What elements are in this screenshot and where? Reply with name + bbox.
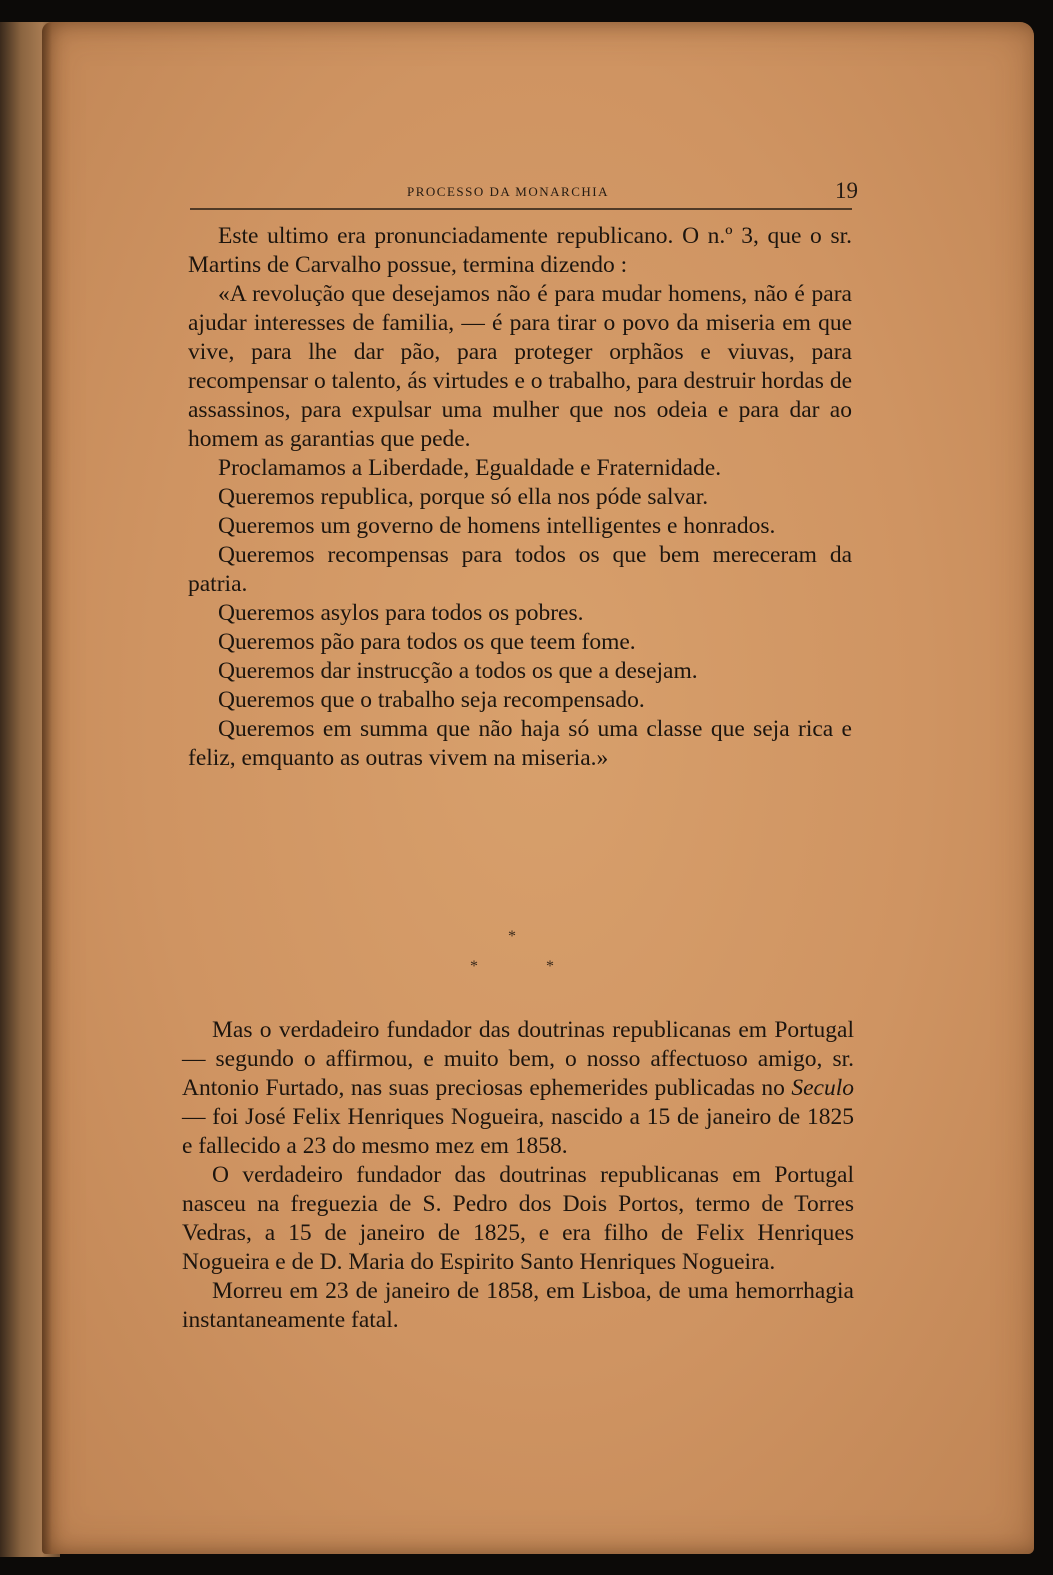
paragraph: Este ultimo era pronunciadamente republicano. O n.º 3, que o sr. Martins de Carvalho possue, termina dizendo : bbox=[188, 223, 852, 278]
paragraph: Queremos um governo de homens intelligentes e honrados. bbox=[218, 513, 776, 539]
section-separator bbox=[188, 922, 852, 982]
paragraph: Queremos republica, porque só ella nos póde salvar. bbox=[218, 484, 709, 510]
main-text-block bbox=[188, 222, 852, 773]
paragraph-text: — foi José Felix Henriques Nogueira, nascido a 15 de janeiro de 1825 e fallecido a 23 do mesmo mez em 1858. bbox=[182, 1104, 854, 1159]
newspaper-title: Seculo bbox=[791, 1075, 854, 1101]
paragraph: Queremos recompensas para todos os que bem mereceram da patria. bbox=[188, 542, 852, 597]
asterism-star: * bbox=[546, 958, 554, 975]
page-number: 19 bbox=[835, 178, 858, 203]
book-page bbox=[42, 22, 1034, 1554]
paragraph: Proclamamos a Liberdade, Egualdade e Fraternidade. bbox=[218, 455, 722, 481]
second-text-block bbox=[182, 1016, 854, 1335]
paragraph: Queremos em summa que não haja só uma classe que seja rica e feliz, emquanto as outras vivem na miseria.» bbox=[188, 716, 852, 771]
asterism-star: * bbox=[508, 928, 516, 945]
header-rule bbox=[190, 208, 852, 210]
paragraph: Queremos asylos para todos os pobres. bbox=[218, 600, 584, 626]
paragraph: O verdadeiro fundador das doutrinas republicanas em Portugal nasceu na freguezia de S. Pedro dos Dois Portos, termo de Torres Vedras, a 15 de janeiro de 1825, e era filho de Felix Henriques Nogueira e de D. Maria do Espirito Santo Henriques Nogueira. bbox=[182, 1162, 854, 1275]
paragraph: Queremos que o trabalho seja recompensado. bbox=[218, 687, 645, 713]
running-title: PROCESSO DA MONARCHIA bbox=[407, 184, 609, 199]
paragraph: Queremos pão para todos os que teem fome. bbox=[218, 629, 636, 655]
paragraph-text: Mas o verdadeiro fundador das doutrinas republicanas em Portugal — segundo o affirmou, e muito bem, o nosso affectuoso amigo, sr. Antonio Furtado, nas suas preciosas ephemerides publicadas no bbox=[182, 1017, 854, 1101]
paragraph bbox=[182, 1016, 854, 1161]
page-header bbox=[192, 178, 858, 204]
paragraph: «A revolução que desejamos não é para mudar homens, não é para ajudar interesses de familia, — é para tirar o povo da miseria em que vive, para lhe dar pão, para proteger orphãos e viuvas, para recompensar o talento, ás virtudes e o trabalho, para destruir hordas de assassinos, para expulsar uma mulher que nos odeia e para dar ao homem as garantias que pede. bbox=[188, 281, 852, 452]
paragraph: Queremos dar instrucção a todos os que a desejam. bbox=[218, 658, 698, 684]
paragraph: Morreu em 23 de janeiro de 1858, em Lisboa, de uma hemorrhagia instantaneamente fatal. bbox=[182, 1278, 854, 1333]
asterism-star: * bbox=[470, 958, 478, 975]
